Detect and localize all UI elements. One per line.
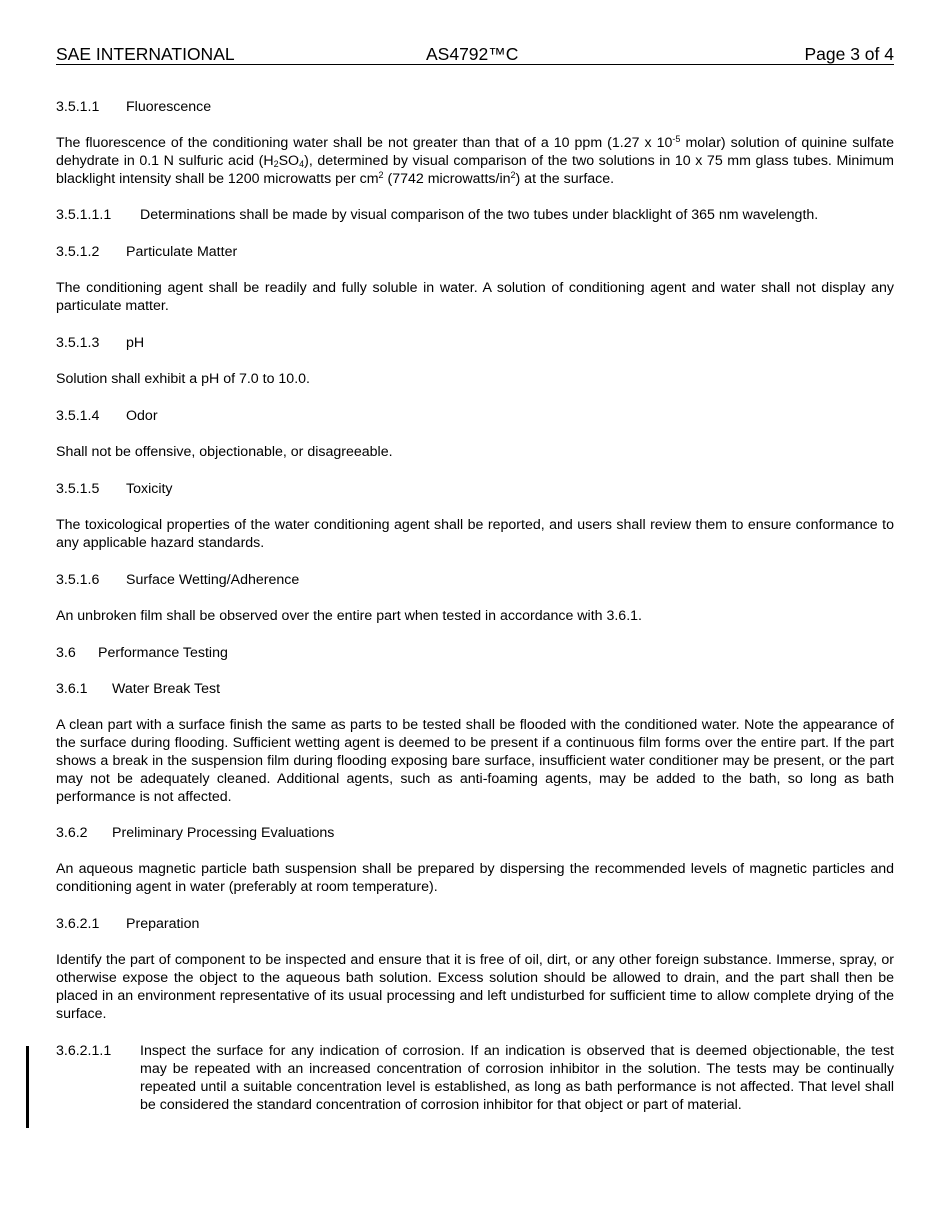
section-number: 3.5.1.5	[56, 481, 100, 497]
section-number: 3.6	[56, 645, 76, 661]
odor-paragraph: Shall not be offensive, objectionable, or disagreeable.	[56, 444, 393, 460]
section-title: Preparation	[126, 916, 200, 932]
section-heading-performance-testing	[56, 644, 894, 662]
fluorescence-paragraph: The fluorescence of the conditioning water shall be not greater than that of a 10 ppm (1.27 x $10^{-5}$ molar) solution of quinine sulfate dehydrate in 0.1 N sulfuric acid $(H_2SO_4)$, determined by visual comparison of the two solutions in 10 x 75 mm glass tubes. Minimum blacklight intensity shall be 1200 microwatts per $cm^2$ (7742 microwatts/$in^2$) at the surface.	[56, 134, 895, 187]
section-heading-particulate-matter	[56, 243, 894, 261]
section-heading-preliminary-processing	[56, 824, 894, 842]
document-number: AS4792™C	[426, 44, 519, 64]
section-title: Fluorescence	[126, 99, 212, 115]
section-heading-fluorescence	[56, 98, 894, 116]
preliminary-processing-paragraph: An aqueous magnetic particle bath suspension shall be prepared by dispersing the recommended levels of magnetic particles and conditioning agent in water (preferably at room temperature).	[56, 861, 894, 895]
section-number: 3.6.2	[56, 825, 88, 841]
section-3-6-2-1-1	[56, 1042, 894, 1114]
section-number: 3.5.1.1	[56, 99, 100, 115]
page-number: Page 3 of 4	[804, 44, 894, 64]
section-number: 3.5.1.2	[56, 244, 100, 260]
section-title: Water Break Test	[112, 681, 221, 697]
ph-paragraph: Solution shall exhibit a pH of 7.0 to 10.0.	[56, 371, 310, 387]
section-number: 3.5.1.1.1	[56, 207, 112, 223]
section-heading-surface-wetting	[56, 571, 894, 589]
section-number: 3.5.1.6	[56, 572, 100, 588]
section-number: 3.5.1.3	[56, 335, 100, 351]
section-title: Toxicity	[126, 481, 173, 497]
section-number: 3.6.2.1	[56, 916, 100, 932]
section-heading-water-break-test	[56, 680, 894, 698]
water-break-test-paragraph: A clean part with a surface finish the same as parts to be tested shall be flooded with the conditioned water. Note the appearance of the surface during flooding. Sufficient wetting agent is deemed to be present if a continuous film forms over the entire part. If the part shows a break in the suspension film during flooding exposing bare surface, insufficient water conditioner may be present, or the part may not be adequately cleaned. Additional agents, such as anti-foaming agents, may be added to the bath, so long as bath performance is not affected.	[56, 717, 894, 805]
toxicity-paragraph: The toxicological properties of the water conditioning agent shall be reported, and users shall review them to ensure conformance to any applicable hazard standards.	[56, 517, 894, 551]
publisher-name: SAE INTERNATIONAL	[56, 44, 235, 64]
revision-change-bar	[26, 1046, 29, 1128]
section-text: Determinations shall be made by visual comparison of the two tubes under blacklight of 365 nm wavelength.	[140, 207, 819, 223]
section-title: pH	[126, 335, 145, 351]
section-title: Surface Wetting/Adherence	[126, 572, 300, 588]
page-header	[56, 44, 894, 65]
section-heading-odor	[56, 407, 894, 425]
section-title: Performance Testing	[98, 645, 228, 661]
section-number: 3.6.1	[56, 681, 88, 697]
preparation-paragraph: Identify the part of component to be inspected and ensure that it is free of oil, dirt, or any other foreign substance. Immerse, spray, or otherwise expose the object to the aqueous bath solution. Excess solution should be allowed to drain, and the part shall then be placed in an environment representative of its usual processing and left undisturbed for sufficient time to allow complete drying of the surface.	[56, 952, 894, 1022]
surface-wetting-paragraph: An unbroken film shall be observed over the entire part when tested in accordance with 3.6.1.	[56, 608, 642, 624]
section-3-5-1-1-1	[56, 206, 894, 224]
section-heading-toxicity	[56, 480, 894, 498]
section-heading-ph	[56, 334, 894, 352]
section-number: 3.6.2.1.1	[56, 1043, 112, 1059]
section-title: Preliminary Processing Evaluations	[112, 825, 335, 841]
section-heading-preparation	[56, 915, 894, 933]
section-title: Odor	[126, 408, 158, 424]
section-number: 3.5.1.4	[56, 408, 100, 424]
section-text: Inspect the surface for any indication of corrosion. If an indication is observed that is deemed objectionable, the test may be repeated with an increased concentration of corrosion inhibitor in the solution. The tests may be continually repeated until a suitable concentration level is established, as long as bath performance is not affected. That level shall be considered the standard concentration of corrosion inhibitor for that object or part of material.	[140, 1043, 894, 1113]
particulate-matter-paragraph: The conditioning agent shall be readily and fully soluble in water. A solution of conditioning agent and water shall not display any particulate matter.	[56, 280, 894, 314]
section-title: Particulate Matter	[126, 244, 238, 260]
